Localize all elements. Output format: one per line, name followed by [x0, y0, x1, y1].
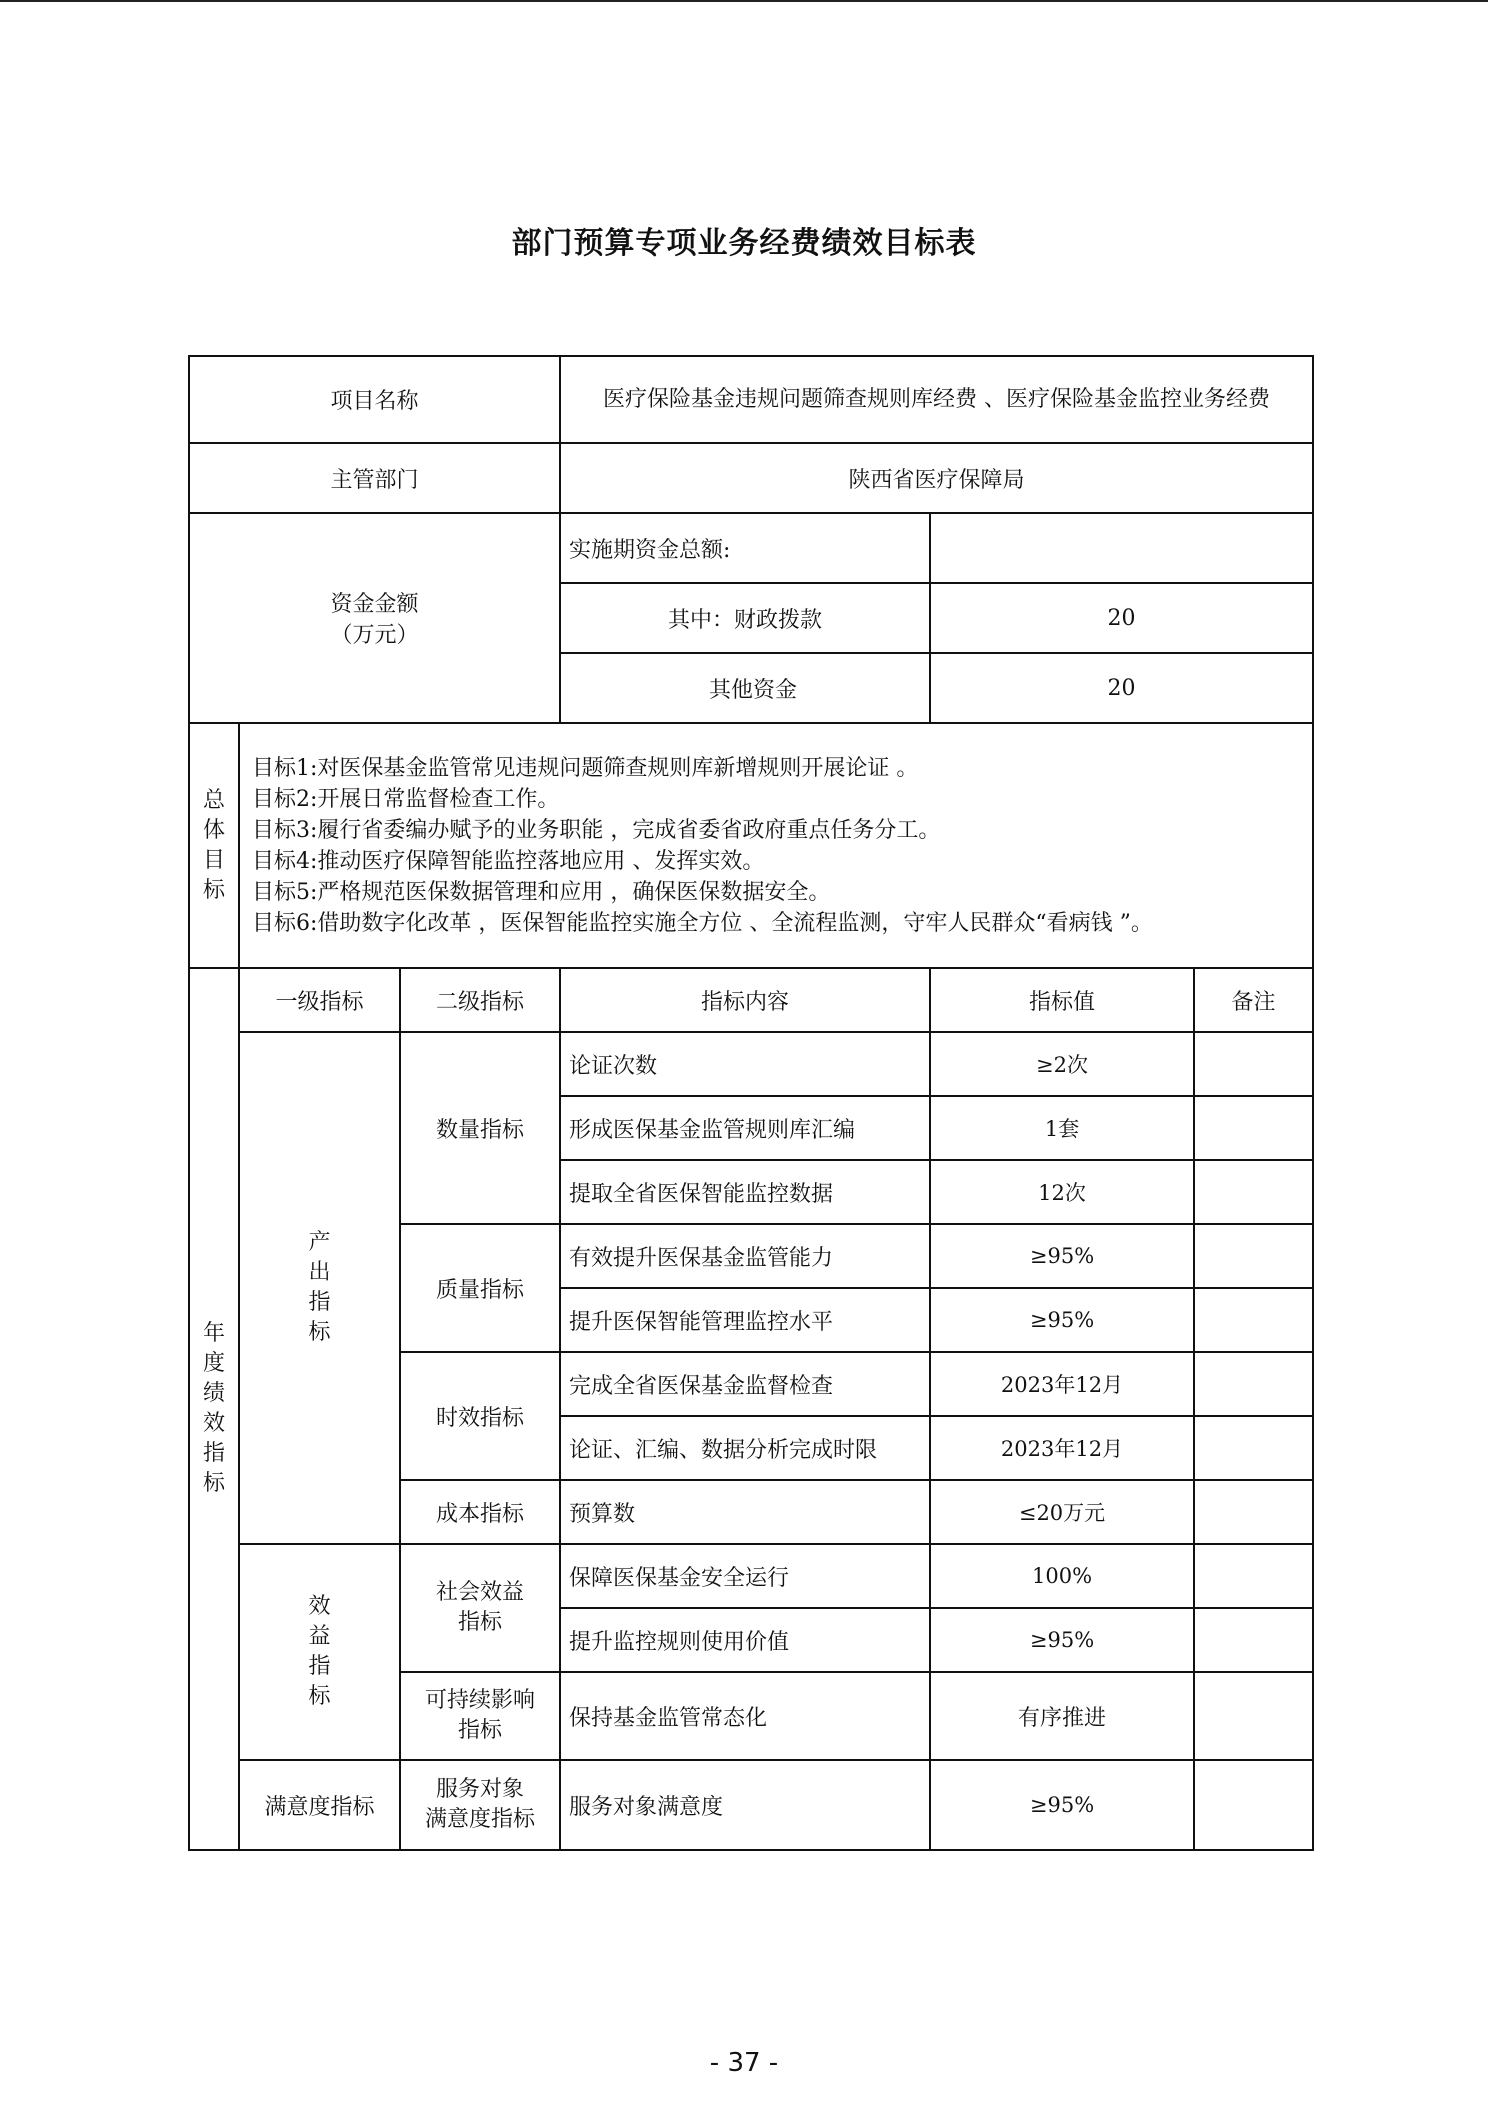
- goals-label-char: 目: [202, 847, 225, 873]
- service-label-line1: 服务对象: [436, 1777, 525, 1802]
- department-value: 陕西省医疗保障局: [560, 443, 1313, 513]
- funds-label-line1: 资金金额: [330, 592, 419, 617]
- table-row: [189, 1032, 1313, 1096]
- row-department: [189, 443, 1313, 513]
- department-label: 主管部门: [189, 443, 560, 513]
- goal-item: 目标3:履行省委编办赋予的业务职能 ，完成省委省政府重点任务分工。: [252, 817, 941, 843]
- funds-fiscal-value: 20: [930, 583, 1313, 653]
- section-label-char: 绩: [202, 1381, 225, 1406]
- row-overall-goals: [189, 723, 1313, 968]
- overall-goals-label: [189, 723, 239, 968]
- goals-label-char: 标: [202, 877, 225, 903]
- row-indicator-header: [189, 968, 1313, 1032]
- output-label-char: 产: [308, 1230, 331, 1255]
- header-value: 指标值: [930, 968, 1194, 1032]
- indicator-note: [1194, 1352, 1313, 1416]
- funds-other-label: 其他资金: [560, 653, 930, 723]
- indicator-note: [1194, 1032, 1313, 1096]
- indicator-value: ≤20万元: [930, 1480, 1194, 1544]
- satisfaction-indicators-label: 满意度指标: [239, 1760, 400, 1850]
- benefit-label-char: 效: [308, 1594, 331, 1619]
- section-label-char: 标: [202, 1471, 225, 1496]
- indicator-content: 提升监控规则使用价值: [560, 1608, 930, 1672]
- row-project-name: [189, 356, 1313, 443]
- indicator-value: 12次: [930, 1160, 1194, 1224]
- section-label-char: 度: [202, 1351, 225, 1376]
- social-benefit-label-line1: 社会效益: [436, 1580, 525, 1605]
- sustainability-label: [400, 1672, 560, 1760]
- goal-item: 目标6:借助数字化改革 ，医保智能监控实施全方位 、全流程监测，守牢人民群众“看病钱 ”。: [252, 910, 1153, 936]
- annual-indicators-label: [189, 968, 239, 1850]
- header-level1: 一级指标: [239, 968, 400, 1032]
- page-number: - 37 -: [709, 2048, 779, 2078]
- indicator-value: ≥2次: [930, 1032, 1194, 1096]
- indicator-note: [1194, 1760, 1313, 1850]
- indicator-note: [1194, 1160, 1313, 1224]
- service-label-line2: 满意度指标: [425, 1807, 536, 1832]
- section-label-char: 指: [202, 1441, 225, 1466]
- header-level2: 二级指标: [400, 968, 560, 1032]
- benefit-label-char: 标: [308, 1684, 331, 1709]
- top-border-line: [0, 0, 1488, 2]
- indicator-note: [1194, 1224, 1313, 1288]
- funds-label-line2: （万元）: [330, 623, 419, 648]
- indicator-value: ≥95%: [930, 1224, 1194, 1288]
- header-content: 指标内容: [560, 968, 930, 1032]
- indicator-note: [1194, 1416, 1313, 1480]
- indicator-value: 1套: [930, 1096, 1194, 1160]
- funds-other-value: 20: [930, 653, 1313, 723]
- project-name-value: 医疗保险基金违规问题筛查规则库经费 、医疗保险基金监控业务经费: [560, 356, 1313, 443]
- page-title: 部门预算专项业务经费绩效目标表: [511, 226, 977, 261]
- funds-total-label: 实施期资金总额:: [560, 513, 930, 583]
- indicator-note: [1194, 1480, 1313, 1544]
- social-benefit-label-line2: 指标: [458, 1610, 503, 1635]
- section-label-char: 年: [202, 1321, 225, 1346]
- social-benefit-label: [400, 1544, 560, 1672]
- goal-item: 目标5:严格规范医保数据管理和应用 ，确保医保数据安全。: [252, 879, 831, 905]
- indicator-content: 保持基金监管常态化: [560, 1672, 930, 1760]
- funds-label: [189, 513, 560, 723]
- goals-label-char: 总: [202, 787, 225, 813]
- performance-target-table: [188, 355, 1314, 1851]
- indicator-content: 服务对象满意度: [560, 1760, 930, 1850]
- table-row: [189, 1760, 1313, 1850]
- quality-indicator-label: 质量指标: [400, 1224, 560, 1352]
- indicator-content: 提升医保智能管理监控水平: [560, 1288, 930, 1352]
- indicator-note: [1194, 1096, 1313, 1160]
- benefit-label-char: 指: [308, 1654, 331, 1679]
- row-funds-total: [189, 513, 1313, 583]
- indicator-value: 有序推进: [930, 1672, 1194, 1760]
- goal-item: 目标4:推动医疗保障智能监控落地应用 、发挥实效。: [252, 848, 765, 874]
- indicator-value: ≥95%: [930, 1760, 1194, 1850]
- indicator-content: 预算数: [560, 1480, 930, 1544]
- output-label-char: 指: [308, 1290, 331, 1315]
- timeliness-indicator-label: 时效指标: [400, 1352, 560, 1480]
- indicator-value: ≥95%: [930, 1608, 1194, 1672]
- indicator-content: 论证、汇编、数据分析完成时限: [560, 1416, 930, 1480]
- goal-item: 目标1:对医保基金监管常见违规问题筛查规则库新增规则开展论证 。: [252, 755, 919, 781]
- section-label-char: 效: [202, 1411, 225, 1436]
- output-indicators-label: [239, 1032, 400, 1544]
- funds-fiscal-label: 其中：财政拨款: [560, 583, 930, 653]
- sustainability-label-line2: 指标: [458, 1718, 503, 1743]
- output-label-char: 出: [308, 1260, 331, 1285]
- indicator-note: [1194, 1608, 1313, 1672]
- funds-total-value: [930, 513, 1313, 583]
- indicator-content: 有效提升医保基金监管能力: [560, 1224, 930, 1288]
- indicator-content: 形成医保基金监管规则库汇编: [560, 1096, 930, 1160]
- cost-indicator-label: 成本指标: [400, 1480, 560, 1544]
- service-satisfaction-label: [400, 1760, 560, 1850]
- benefit-label-char: 益: [308, 1624, 331, 1649]
- output-label-char: 标: [308, 1320, 331, 1345]
- goal-item: 目标2:开展日常监督检查工作。: [252, 786, 560, 812]
- indicator-content: 完成全省医保基金监督检查: [560, 1352, 930, 1416]
- indicator-note: [1194, 1288, 1313, 1352]
- table-row: [189, 1544, 1313, 1608]
- indicator-value: ≥95%: [930, 1288, 1194, 1352]
- project-name-label: 项目名称: [189, 356, 560, 443]
- indicator-content: 保障医保基金安全运行: [560, 1544, 930, 1608]
- indicator-value: 100%: [930, 1544, 1194, 1608]
- quantity-indicator-label: 数量指标: [400, 1032, 560, 1224]
- overall-goals-text: [239, 723, 1313, 968]
- indicator-value: 2023年12月: [930, 1416, 1194, 1480]
- indicator-note: [1194, 1672, 1313, 1760]
- goals-label-char: 体: [202, 817, 225, 843]
- sustainability-label-line1: 可持续影响: [425, 1688, 536, 1713]
- indicator-value: 2023年12月: [930, 1352, 1194, 1416]
- benefit-indicators-label: [239, 1544, 400, 1760]
- indicator-content: 论证次数: [560, 1032, 930, 1096]
- header-note: 备注: [1194, 968, 1313, 1032]
- indicator-content: 提取全省医保智能监控数据: [560, 1160, 930, 1224]
- indicator-note: [1194, 1544, 1313, 1608]
